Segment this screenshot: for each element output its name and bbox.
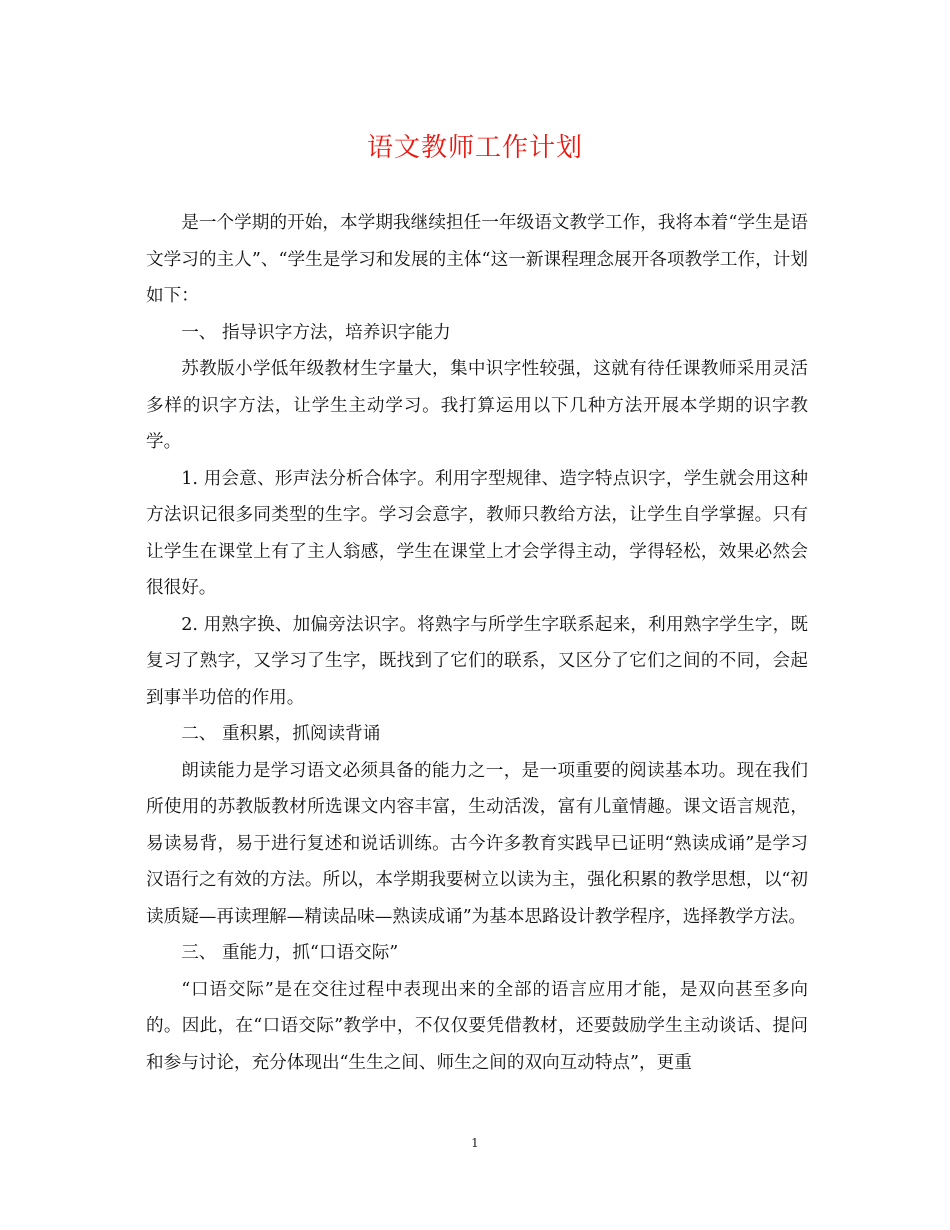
document-title: 语文教师工作计划	[366, 133, 583, 163]
document-body	[146, 205, 808, 1081]
body-paragraph: 朗读能力是学习语文必须具备的能力之一，是一项重要的阅读基本功。现在我们所使用的苏教版教材所选课文内容丰富，生动活泼，富有儿童情趣。课文语言规范，易读易背，易于进行复述和说话训练。古今许多教育实践早已证明“熟读成诵”是学习汉语行之有效的方法。所以，本学期我要树立以读为主，强化积累的教学思想，以“初读质疑—再读理解—精读品味—熟读成诵”为基本思路设计教学程序，选择教学方法。	[146, 760, 808, 927]
section-heading-3: 三、 重能力，抓“口语交际”	[181, 943, 399, 963]
section-heading-2: 二、 重积累，抓阅读背诵	[181, 724, 381, 744]
body-paragraph: “口语交际”是在交往过程中表现出来的全部的语言应用才能，是双向甚至多向的。因此，在“口语交际”教学中，不仅仅要凭借教材，还要鼓励学生主动谈话、提问和参与讨论，充分体现出“生生之间、师生之间的双向互动特点”，更重	[146, 979, 808, 1073]
section-heading-1: 一、 指导识字方法，培养识字能力	[181, 322, 451, 343]
intro-paragraph: 是一个学期的开始，本学期我继续担任一年级语文教学工作，我将本着“学生是语文学习的主人”、“学生是学习和发展的主体“这一新课程理念展开各项教学工作，计划如下：	[146, 213, 808, 306]
body-paragraph: 苏教版小学低年级教材生字量大，集中识字性较强，这就有待任课教师采用灵活多样的识字方法，让学生主动学习。我打算运用以下几种方法开展本学期的识字教学。	[146, 359, 808, 452]
body-paragraph: 1. 用会意、形声法分析合体字。利用字型规律、造字特点识字，学生就会用这种方法识记很多同类型的生字。学习会意字，教师只教给方法，让学生自学掌握。只有让学生在课堂上有了主人翁感，学生在课堂上才会学得主动，学得轻松，效果必然会很很好。	[146, 468, 808, 598]
body-paragraph: 2. 用熟字换、加偏旁法识字。将熟字与所学生字联系起来，利用熟字学生字，既复习了熟字，又学习了生字，既找到了它们的联系，又区分了它们之间的不同，会起到事半功倍的作用。	[146, 614, 808, 708]
page-number: 1	[471, 1136, 479, 1150]
